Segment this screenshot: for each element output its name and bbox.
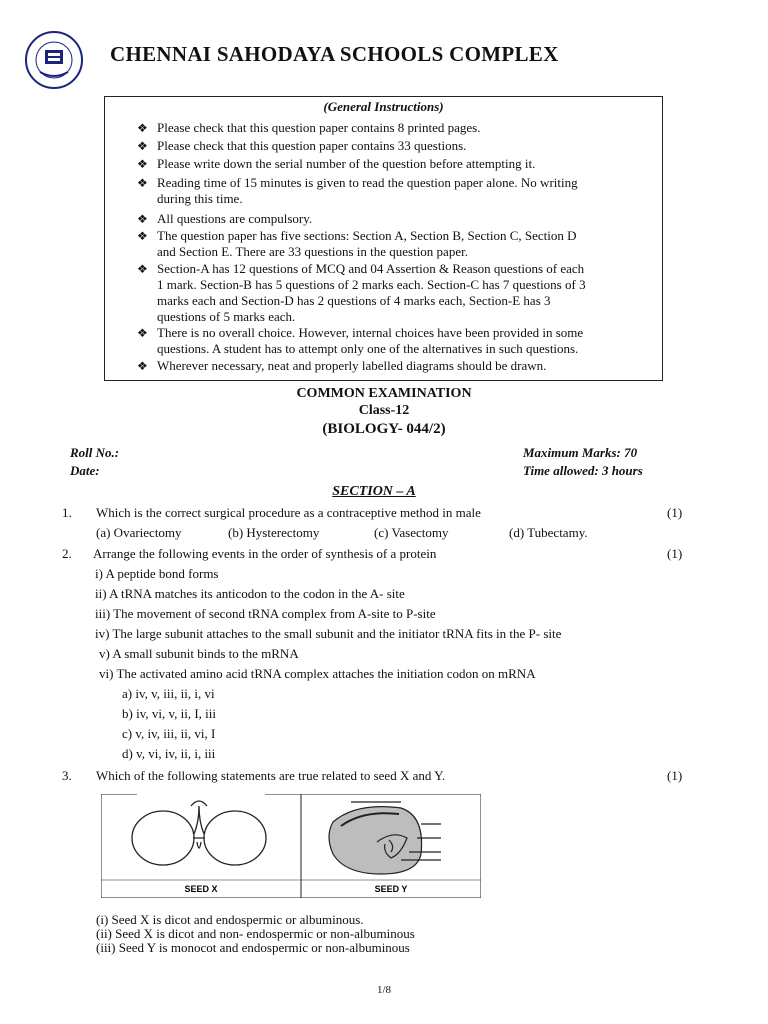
q3-marks: (1)	[667, 768, 683, 783]
instruction-item: ❖ The question paper has five sections: Section A, Section B, Section C, Section D and Section E. There are 33 questions in the question paper.	[137, 228, 577, 259]
q3-statement: (i) Seed X is dicot and endospermic or albuminous.	[96, 912, 364, 927]
seed-figure	[101, 794, 481, 898]
instruction-item: ❖ Wherever necessary, neat and properly labelled diagrams should be drawn.	[137, 358, 547, 373]
q1-number: 1.	[62, 505, 72, 520]
page-number: 1/8	[376, 984, 392, 996]
seed-y-drawing	[329, 802, 441, 874]
q2-option: b) iv, vi, v, ii, I, iii	[122, 706, 217, 721]
q2-option: c) v, iv, iii, ii, vi, I	[122, 726, 216, 741]
q1-option: (a) Ovariectomy	[96, 525, 182, 540]
q3-number: 3.	[62, 768, 72, 783]
school-logo	[24, 30, 84, 90]
q1-option: (d) Tubectamy.	[509, 525, 588, 540]
q1-text: Which is the correct surgical procedure as a contraceptive method in male	[96, 505, 481, 520]
instruction-item: ❖ Please check that this question paper contains 8 printed pages.	[137, 120, 481, 135]
q3-statement: (iii) Seed Y is monocot and endospermic or non-albuminous	[96, 940, 410, 955]
q2-event: v) A small subunit binds to the mRNA	[99, 646, 299, 661]
q2-event: ii) A tRNA matches its anticodon to the codon in the A- site	[95, 586, 405, 601]
max-marks: Maximum Marks: 70	[523, 445, 638, 460]
q3-statement: (ii) Seed X is dicot and non- endospermic or non-albuminous	[96, 926, 415, 941]
q2-event: iv) The large subunit attaches to the small subunit and the initiator tRNA fits in the P- site	[95, 626, 562, 641]
instruction-item: ❖ All questions are compulsory.	[137, 211, 313, 226]
exam-class: Class-12	[358, 403, 410, 418]
instructions-heading: (General Instructions)	[323, 99, 444, 114]
seed-x-label: SEED X	[184, 884, 218, 894]
seed-x-drawing	[132, 801, 266, 865]
instruction-item: ❖ Please check that this question paper contains 33 questions.	[137, 138, 467, 153]
q2-event: vi) The activated amino acid tRNA complex attaches the initiation codon on mRNA	[99, 666, 536, 681]
q2-option: a) iv, v, iii, ii, i, vi	[122, 686, 215, 701]
q3-text: Which of the following statements are true related to seed X and Y.	[96, 768, 446, 783]
exam-subject: (BIOLOGY- 044/2)	[322, 421, 446, 437]
date-label: Date:	[70, 463, 100, 478]
instruction-item: ❖ There is no overall choice. However, internal choices have been provided in some questions. A student has to attempt only one of the alternatives in such questions.	[137, 325, 584, 356]
time-allowed: Time allowed: 3 hours	[523, 463, 643, 478]
seed-y-label: SEED Y	[374, 884, 408, 894]
instruction-item: ❖ Reading time of 15 minutes is given to read the question paper alone. No writing during this time.	[137, 175, 578, 206]
q2-number: 2.	[62, 546, 72, 561]
q1-option: (b) Hysterectomy	[228, 525, 320, 540]
q1-marks: (1)	[667, 505, 683, 520]
instruction-item: ❖ Section-A has 12 questions of MCQ and 04 Assertion & Reason questions of each 1 mark. Section-B has 5 questions of 2 marks each. Section-C has 7 questions of 3 marks each and Section-D has 2 questions of 4 marks each, Section-E has 3 questions of 5 marks each.	[137, 261, 586, 324]
exam-name: COMMON EXAMINATION	[296, 386, 472, 401]
q2-event: i) A peptide bond forms	[95, 566, 219, 581]
section-title: SECTION – A	[332, 484, 416, 499]
roll-no-label: Roll No.:	[70, 445, 120, 460]
page-title: CHENNAI SAHODAYA SCHOOLS COMPLEX	[110, 42, 559, 66]
q2-marks: (1)	[667, 546, 683, 561]
q2-option: d) v, vi, iv, ii, i, iii	[122, 746, 216, 761]
q2-event: iii) The movement of second tRNA complex from A-site to P-site	[95, 606, 436, 621]
q2-text: Arrange the following events in the order of synthesis of a protein	[93, 546, 437, 561]
instruction-item: ❖ Please write down the serial number of the question before attempting it.	[137, 156, 536, 171]
q1-option: (c) Vasectomy	[374, 525, 449, 540]
